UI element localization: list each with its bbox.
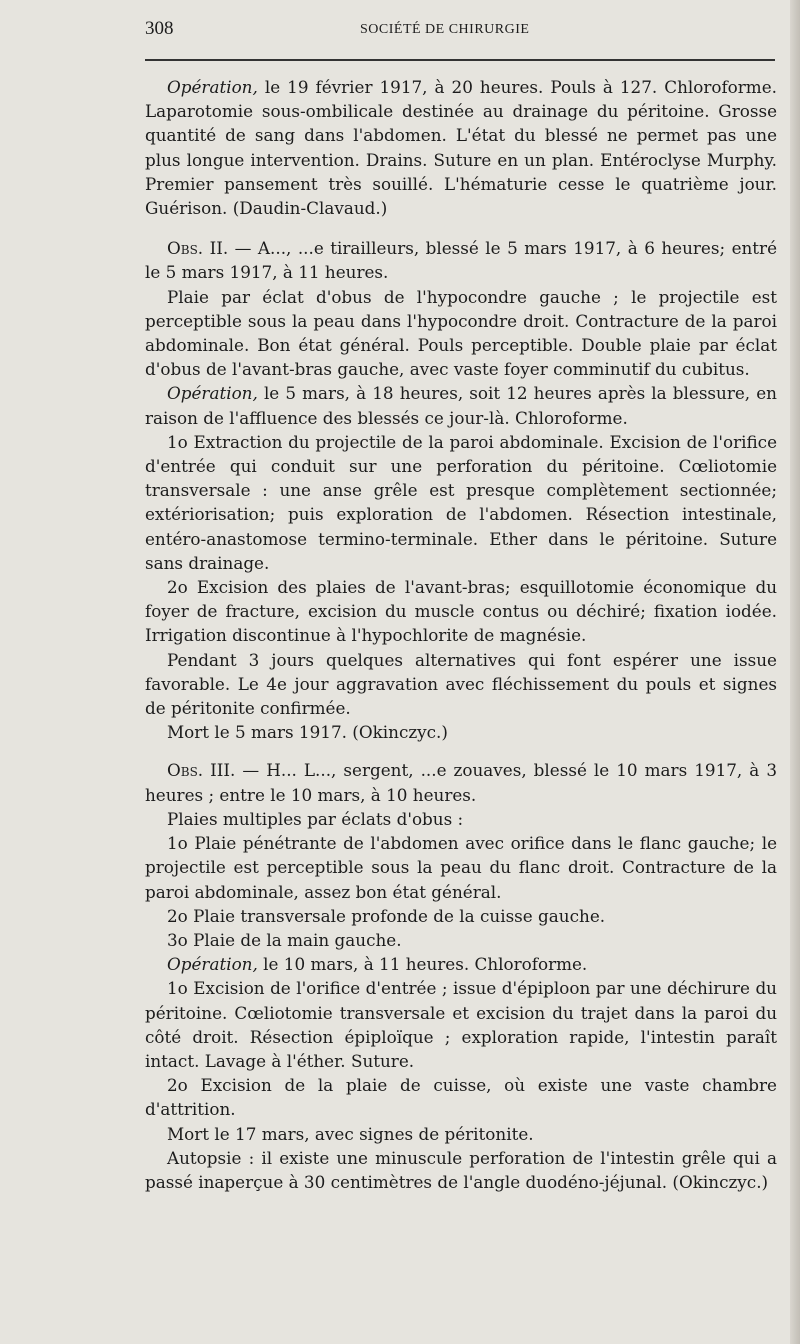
paragraph-text: le 10 mars, à 11 heures. Chloroforme. (257, 954, 588, 975)
header-rule (145, 59, 775, 61)
observation-label: Obs. II. (167, 238, 229, 259)
operation-label: Opération, (167, 383, 258, 404)
paragraph-operation-1 (145, 75, 777, 220)
paragraph: 1o Plaie pénétrante de l'abdomen avec orifice dans le flanc gauche; le projectile est perceptible sous la peau du flanc droit. Contracture de la paroi abdominale, assez bon état général. (145, 833, 777, 902)
running-head: SOCIÉTÉ DE CHIRURGIE (360, 22, 530, 37)
paragraph-text: le 19 février 1917, à 20 heures. Pouls à 127. Chloroforme. Laparotomie sous-ombilicale destinée au drainage du péritoine. Grosse quantité de sang dans l'abdomen. L'état du blessé ne permet pas une plus longue intervention. Drains. Suture en un plan. Entéroclyse Murphy. Premier pansement très souillé. L'hématurie cesse le quatrième jour. Guérison. (Daudin-Clavaud.) (145, 77, 777, 219)
paragraph-operation-2 (145, 381, 777, 429)
paragraph: Plaie par éclat d'obus de l'hypocondre gauche ; le projectile est perceptible sous la peau dans l'hypocondre droit. Contracture de la paroi abdominale. Bon état général. Pouls perceptible. Double plaie par éclat d'obus de l'avant-bras gauche, avec vaste foyer comminutif du cubitus. (145, 286, 777, 380)
paragraph: 3o Plaie de la main gauche. (167, 929, 402, 950)
paragraph: Autopsie : il existe une minuscule perforation de l'intestin grêle qui a passé inaperçue à 30 centimètres de l'angle duodéno-jéjunal. (Okinczyc.) (145, 1147, 777, 1192)
section-gap (145, 220, 777, 236)
page-edge-shadow (790, 0, 800, 1344)
section-gap (145, 744, 777, 758)
observation-2-heading (145, 236, 777, 284)
paragraph: Mort le 5 mars 1917. (Okinczyc.) (167, 722, 448, 743)
page-number: 308 (145, 18, 174, 39)
paragraph: 1o Excision de l'orifice d'entrée ; issue d'épiploon par une déchirure du péritoine. Cœliotomie transversale et excision du trajet dans la paroi du côté droit. Résection épiploïque ; exploration rapide, l'intestin paraît intact. Lavage à l'éther. Suture. (145, 978, 777, 1071)
page-header (145, 16, 775, 46)
body-text (145, 75, 777, 1194)
observation-3-heading (145, 758, 777, 806)
paragraph: 2o Excision des plaies de l'avant-bras; esquillotomie économique du foyer de fracture, excision du muscle contus ou déchiré; fixation iodée. Irrigation discontinue à l'hypochlorite de magnésie. (145, 577, 777, 646)
paragraph-text: — H... L..., sergent, ...e zouaves, blessé le 10 mars 1917, à 3 heures ; entre le 10 mars, à 10 heures. (145, 760, 777, 805)
paragraph: 2o Excision de la plaie de cuisse, où existe une vaste chambre d'attrition. (145, 1075, 777, 1120)
observation-label: Obs. III. (167, 760, 236, 781)
paragraph: Pendant 3 jours quelques alternatives qui font espérer une issue favorable. Le 4e jour aggravation avec fléchissement du pouls et signes de péritonite confirmée. (145, 649, 777, 719)
paragraph: 2o Plaie transversale profonde de la cuisse gauche. (167, 905, 606, 926)
operation-label: Opération, (167, 77, 258, 97)
paragraph-text: le 5 mars, à 18 heures, soit 12 heures après la blessure, en raison de l'affluence des blessés ce jour-là. Chloroforme. (145, 383, 777, 428)
operation-label: Opération, (167, 954, 258, 975)
paragraph-operation-3 (145, 952, 777, 976)
paragraph: Mort le 17 mars, avec signes de péritonite. (167, 1123, 534, 1144)
paragraph-text: — A..., ...e tirailleurs, blessé le 5 mars 1917, à 6 heures; entré le 5 mars 1917, à 11 heures. (145, 238, 778, 283)
paragraph: Plaies multiples par éclats d'obus : (167, 808, 464, 829)
paragraph: 1o Extraction du projectile de la paroi abdominale. Excision de l'orifice d'entrée qui conduit sur une perforation du péritoine. Cœliotomie transversale : une anse grêle est presque complètement sectionnée; extériorisation; puis exploration de l'abdomen. Résection intestinale, entéro-anastomose termino-terminale. Ether dans le péritoine. Suture sans drainage. (145, 431, 777, 573)
